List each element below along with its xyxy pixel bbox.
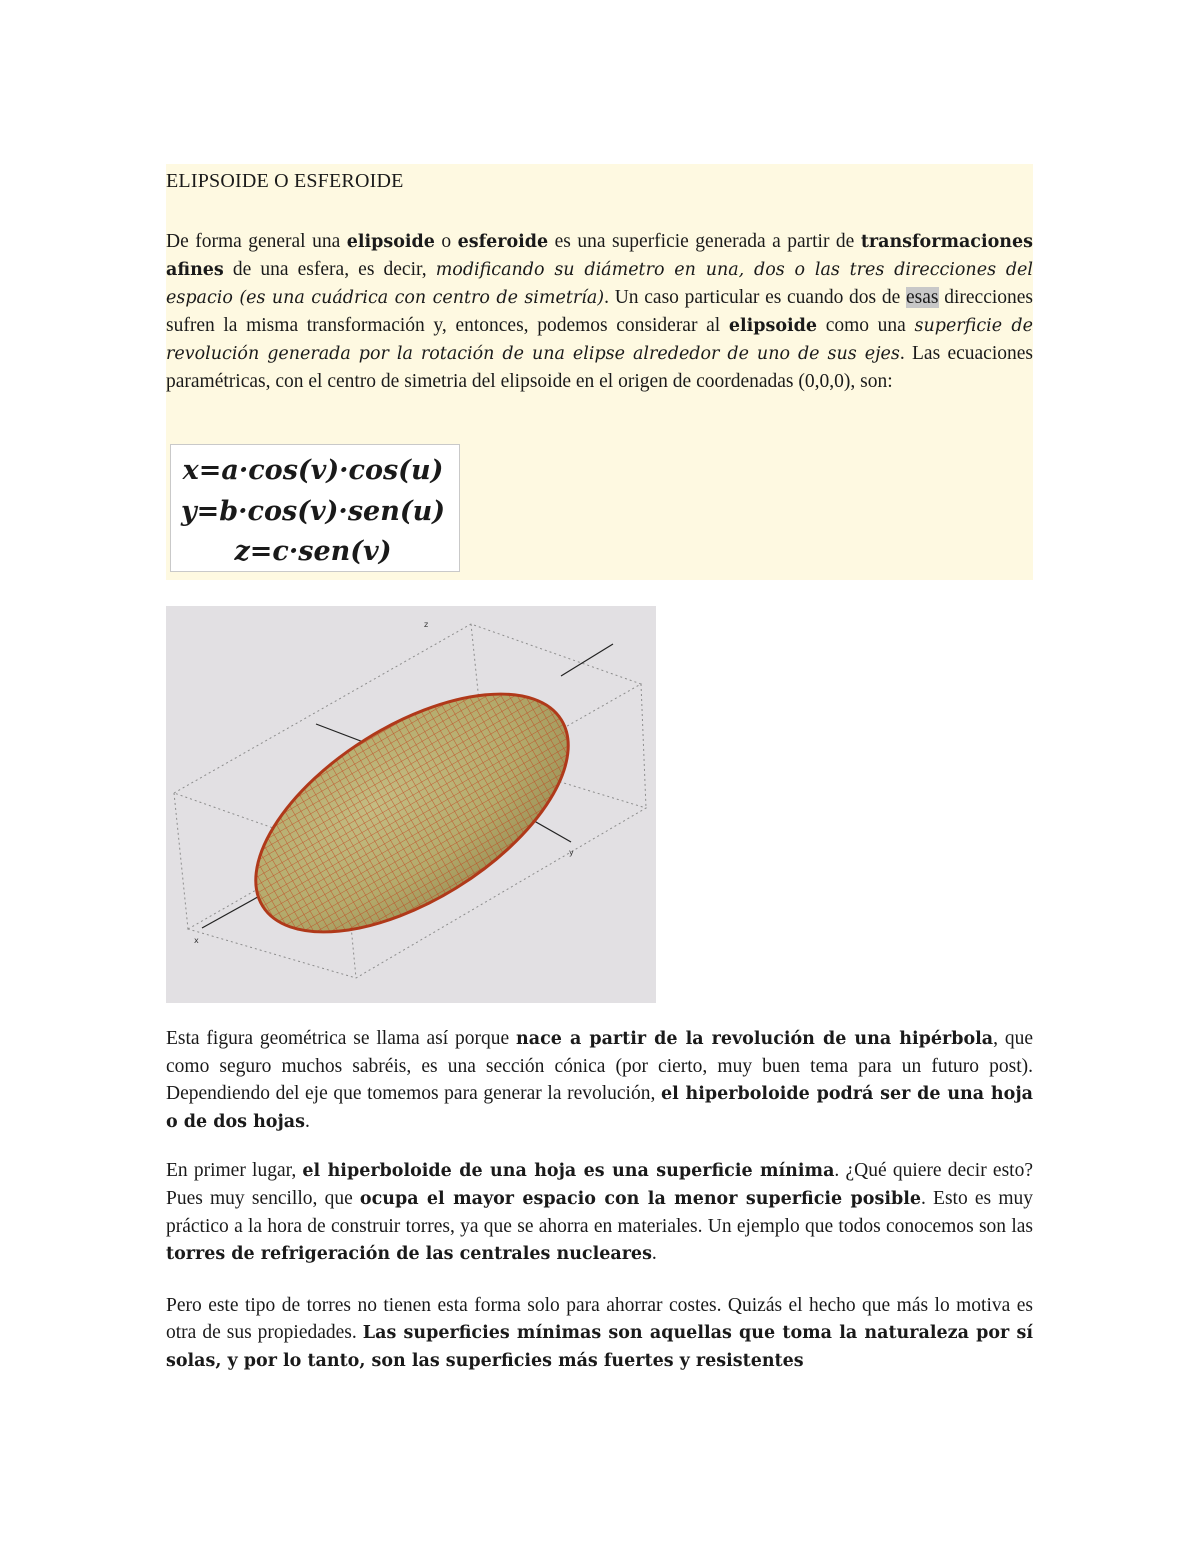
body-text: , que como seguro muchos sabréis, es una sección cónica (por cierto, muy buen tema para un futuro post). Dependiendo del eje que tomemos para generar la revolución,: [166, 1028, 1033, 1104]
body-text: .: [305, 1111, 310, 1132]
body-text: . ¿Qué quiere decir esto? Pues muy sencillo, que: [166, 1160, 1033, 1209]
body-bold: el hiperboloide de una hoja es una superficie mínima: [302, 1161, 835, 1181]
paragraph-hiperbola: [166, 1025, 1033, 1136]
intro-text: direcciones sufren la misma transformación y, entonces, podemos considerar al: [166, 287, 1034, 336]
intro-bold: esferoide: [457, 232, 549, 252]
equation-y: y=b·cos(v)·sen(u): [180, 496, 446, 527]
intro-paragraph: [166, 228, 1033, 395]
intro-text: como una: [817, 315, 915, 336]
body-text: Pero este tipo de torres no tienen esta forma solo para ahorrar costes. Quizás el hecho que más lo motiva es otra de sus propiedades.: [166, 1295, 1033, 1343]
body-bold: el hiperboloide podrá ser de una hoja o de dos hojas: [166, 1084, 1034, 1132]
parametric-equations: [170, 444, 460, 572]
intro-italic: modificando su diámetro en una, dos o las tres direcciones del espacio (es una cuádrica con centro de simetría): [166, 260, 1033, 308]
axis-label-x: x: [194, 936, 199, 945]
intro-bold: elipsoide: [728, 316, 818, 336]
intro-bold: transformaciones afines: [166, 232, 1033, 280]
intro-bold: elipsoide: [346, 232, 435, 252]
body-bold: Las superficies mínimas son aquellas que toma la naturaleza por sí solas, y por lo tanto, son las superficies más fuertes y resistentes: [166, 1323, 1033, 1371]
equation-z: z=c·sen(v): [234, 536, 392, 567]
body-text: . Esto es muy práctico a la hora de construir torres, ya que se ahorra en materiales. Un ejemplo que todos conocemos son las: [166, 1188, 1033, 1237]
intro-text: de una esfera, es decir,: [223, 259, 436, 280]
intro-italic: superficie de revolución generada por la rotación de una elipse alrededor de uno de sus ejes: [166, 316, 1033, 364]
intro-text: . Un caso particular es cuando dos de: [604, 287, 906, 308]
body-bold: ocupa el mayor espacio con la menor superficie posible: [359, 1189, 921, 1209]
ellipsoid-plot: [166, 606, 656, 1003]
highlighted-word: esas: [906, 287, 939, 308]
equation-x: x=a·cos(v)·cos(u): [182, 455, 444, 486]
axis-label-y: y: [569, 848, 574, 857]
intro-text: De forma general una: [166, 231, 347, 252]
body-bold: nace a partir de la revolución de una hipérbola: [516, 1029, 994, 1049]
ellipsoid-mesh: [166, 606, 656, 1003]
body-text: Esta figura geométrica se llama así porque: [166, 1028, 517, 1049]
intro-text: . Las ecuaciones paramétricas, con el centro de simetria del elipsoide en el origen de coordenadas (0,0,0), son:: [166, 343, 1034, 392]
body-text: En primer lugar,: [166, 1160, 303, 1181]
ellipsoid-figure: [166, 606, 656, 1003]
paragraph-torres: [166, 1292, 1033, 1375]
body-bold: torres de refrigeración de las centrales nucleares: [166, 1244, 652, 1264]
intro-text: o: [434, 231, 458, 252]
paragraph-superficie-minima: [166, 1157, 1033, 1268]
body-text: .: [651, 1243, 657, 1264]
intro-text: es una superficie generada a partir de: [548, 231, 861, 252]
axis-label-z: z: [424, 620, 429, 629]
section-title: ELIPSOIDE O ESFEROIDE: [166, 170, 404, 192]
